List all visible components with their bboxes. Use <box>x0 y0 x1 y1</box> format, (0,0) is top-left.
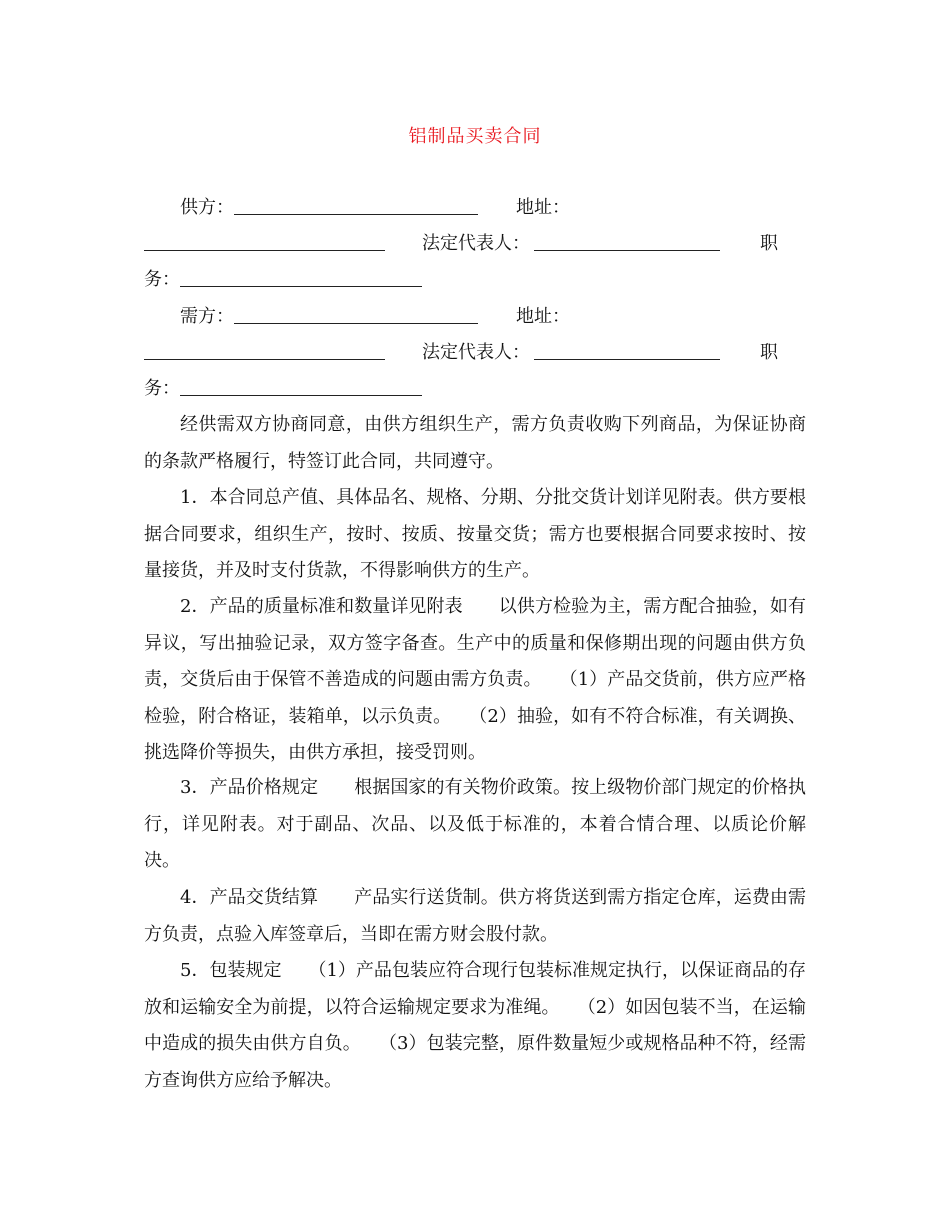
buyer-line <box>144 299 806 335</box>
clause-1: 1．本合同总产值、具体品名、规格、分期、分批交货计划详见附表。供方要根据合同要求，组织生产，按时、按质、按量交货；需方也要根据合同要求按时、按量接货，并及时支付货款，不得影响供方的生产。 <box>144 487 806 581</box>
supplier-position-field[interactable] <box>180 286 422 287</box>
supplier-position-label-end: 务： <box>144 269 180 290</box>
supplier-position-line <box>144 262 806 298</box>
supplier-position-label-start: 职 <box>760 233 778 254</box>
buyer-rep-line <box>144 335 806 371</box>
buyer-address-label: 地址： <box>516 306 570 327</box>
clause-2: 2．产品的质量标准和数量详见附表 以供方检验为主，需方配合抽验，如有异议，写出抽验记录，双方签字备查。生产中的质量和保修期出现的问题由供方负责，交货后由于保管不善造成的问题由需方负责。 （1）产品交货前，供方应严格检验，附合格证，装箱单，以示负责。 （2）抽验，如有不符合标准，有关调换、挑选降价等损失，由供方承担，接受罚则。 <box>144 596 806 763</box>
clause-3: 3．产品价格规定 根据国家的有关物价政策。按上级物价部门规定的价格执行，详见附表。对于副品、次品、以及低于标准的，本着合情合理、以质论价解决。 <box>144 777 806 871</box>
clause-4: 4．产品交货结算 产品实行送货制。供方将货送到需方指定仓库，运费由需方负责，点验入库签章后，当即在需方财会股付款。 <box>144 887 806 945</box>
buyer-legal-rep-field[interactable] <box>534 359 720 360</box>
supplier-address-field[interactable] <box>144 250 385 251</box>
buyer-position-label-end: 务： <box>144 378 180 399</box>
buyer-legal-rep-label: 法定代表人： <box>422 342 530 363</box>
supplier-rep-line <box>144 226 806 262</box>
supplier-legal-rep-label: 法定代表人： <box>422 233 530 254</box>
intro-paragraph: 经供需双方协商同意，由供方组织生产，需方负责收购下列商品，为保证协商的条款严格履行，特签订此合同，共同遵守。 <box>144 414 806 472</box>
clause-5: 5．包装规定 （1）产品包装应符合现行包装标准规定执行，以保证商品的存放和运输安全为前提，以符合运输规定要求为准绳。 （2）如因包装不当，在运输中造成的损失由供方自负。 （3）包装完整，原件数量短少或规格品种不符，经需方查询供方应给予解决。 <box>144 960 806 1091</box>
buyer-label: 需方： <box>180 306 234 327</box>
buyer-position-field[interactable] <box>180 395 422 396</box>
supplier-address-label: 地址： <box>516 197 570 218</box>
supplier-name-field[interactable] <box>234 214 478 215</box>
buyer-position-line <box>144 371 806 407</box>
buyer-address-field[interactable] <box>144 359 385 360</box>
buyer-name-field[interactable] <box>234 323 478 324</box>
buyer-position-label-start: 职 <box>760 342 778 363</box>
supplier-line <box>144 190 806 226</box>
document-title: 铝制品买卖合同 <box>408 126 542 147</box>
supplier-label: 供方： <box>180 197 234 218</box>
supplier-legal-rep-field[interactable] <box>534 250 720 251</box>
